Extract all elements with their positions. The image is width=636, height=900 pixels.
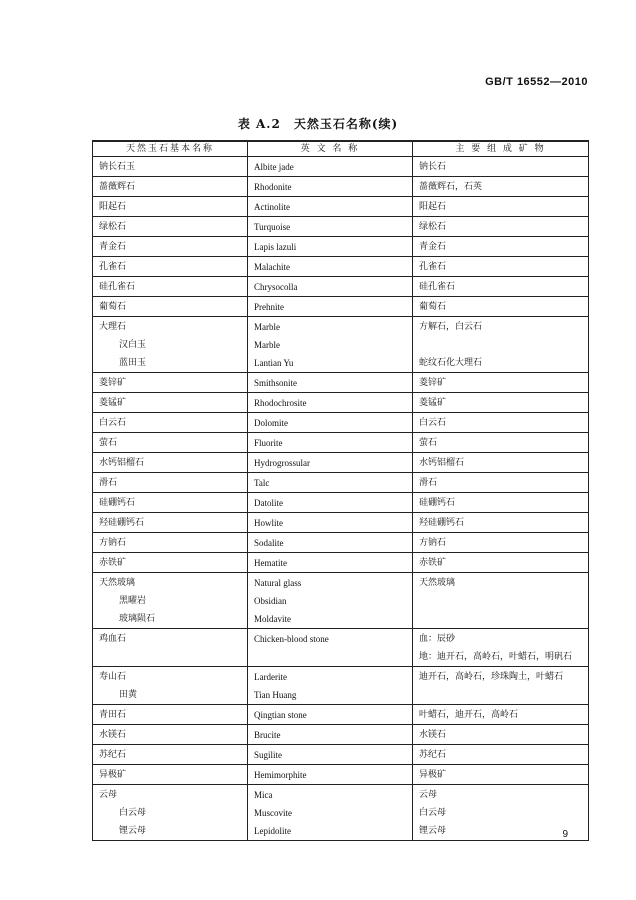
cell-chinese-name <box>93 513 248 533</box>
cell-line: Howlite <box>254 518 283 528</box>
cell-main-minerals <box>413 453 589 473</box>
cell-main-minerals <box>413 667 589 705</box>
cell-english-name <box>248 785 413 841</box>
table-row <box>93 257 589 277</box>
table-row <box>93 745 589 765</box>
cell-line: 赤铁矿 <box>419 558 447 568</box>
cell-line: 硅硼钙石 <box>419 498 456 508</box>
cell-line: Hematite <box>254 558 287 568</box>
table-header-row <box>93 141 589 157</box>
cell-line: Lapis lazuli <box>254 242 297 252</box>
cell-line: 血：辰砂 <box>419 634 456 644</box>
cell-line: Actinolite <box>254 202 290 212</box>
cell-line: 天然玻璃 <box>419 578 456 588</box>
cell-line: 方解石，白云石 <box>419 322 483 332</box>
cell-line: 方钠石 <box>419 538 447 548</box>
cell-chinese-name <box>93 453 248 473</box>
cell-english-name <box>248 413 413 433</box>
cell-line: 菱锰矿 <box>99 398 127 408</box>
cell-chinese-name <box>93 157 248 177</box>
cell-line: 滑石 <box>419 478 438 488</box>
cell-line: 方钠石 <box>99 538 127 548</box>
cell-line: 羟硅硼钙石 <box>99 518 145 528</box>
cell-main-minerals <box>413 765 589 785</box>
cell-chinese-name <box>93 493 248 513</box>
cell-english-name <box>248 725 413 745</box>
cell-line: 迪开石，高岭石，珍珠陶土，叶蜡石 <box>419 672 564 682</box>
cell-english-name <box>248 157 413 177</box>
cell-line: Sodalite <box>254 538 284 548</box>
cell-english-name <box>248 553 413 573</box>
cell-line: 白云石 <box>99 418 127 428</box>
cell-chinese-name <box>93 177 248 197</box>
cell-line: Hemimorphite <box>254 770 307 780</box>
cell-chinese-name <box>93 413 248 433</box>
table-row <box>93 705 589 725</box>
table-row <box>93 197 589 217</box>
cell-line <box>419 336 582 354</box>
cell-english-name <box>248 573 413 629</box>
cell-english-name <box>248 177 413 197</box>
cell-line: 阳起石 <box>419 202 447 212</box>
cell-line: 硅孔雀石 <box>99 282 136 292</box>
cell-chinese-name <box>93 373 248 393</box>
table-row <box>93 765 589 785</box>
cell-line: Marble <box>254 340 280 350</box>
cell-line: 苏纪石 <box>99 750 127 760</box>
cell-line: Fluorite <box>254 438 283 448</box>
cell-english-name <box>248 765 413 785</box>
cell-line: 水钙铝榴石 <box>99 458 145 468</box>
cell-line: Natural glass <box>254 578 302 588</box>
cell-english-name <box>248 745 413 765</box>
cell-english-name <box>248 197 413 217</box>
cell-main-minerals <box>413 745 589 765</box>
cell-chinese-name <box>93 433 248 453</box>
cell-line: 玻璃陨石 <box>119 614 156 624</box>
cell-line: 青田石 <box>99 710 127 720</box>
cell-line: 菱锰矿 <box>419 398 447 408</box>
cell-main-minerals <box>413 533 589 553</box>
cell-main-minerals <box>413 433 589 453</box>
cell-line: 寿山石 <box>99 672 127 682</box>
cell-line: Lepidolite <box>254 826 291 836</box>
cell-chinese-name <box>93 473 248 493</box>
cell-line: 孔雀石 <box>419 262 447 272</box>
cell-line: 水镁石 <box>99 730 127 740</box>
table-row <box>93 177 589 197</box>
cell-main-minerals <box>413 277 589 297</box>
cell-english-name <box>248 473 413 493</box>
cell-main-minerals <box>413 725 589 745</box>
cell-line: 鸡血石 <box>99 634 127 644</box>
column-header-chinese-name: 天然玉石基本名称 <box>93 141 248 157</box>
table-row <box>93 317 589 373</box>
cell-english-name <box>248 297 413 317</box>
cell-line: 蛇纹石化大理石 <box>419 358 483 368</box>
cell-line: 硅孔雀石 <box>419 282 456 292</box>
cell-line: 钠长石 <box>419 162 447 172</box>
cell-main-minerals <box>413 297 589 317</box>
cell-english-name <box>248 433 413 453</box>
standard-code: GB/T 16552—2010 <box>485 76 588 88</box>
table-row <box>93 513 589 533</box>
cell-chinese-name <box>93 197 248 217</box>
cell-english-name <box>248 533 413 553</box>
cell-line: 苏纪石 <box>419 750 447 760</box>
cell-line: 羟硅硼钙石 <box>419 518 465 528</box>
cell-line: 叶蜡石，迪开石，高岭石 <box>419 710 519 720</box>
cell-main-minerals <box>413 513 589 533</box>
cell-line <box>419 686 582 704</box>
cell-line: Albite jade <box>254 162 294 172</box>
cell-line: Prehnite <box>254 302 284 312</box>
table-row <box>93 573 589 629</box>
table-title: 表 A.2 天然玉石名称(续) <box>237 117 399 131</box>
table-row <box>93 393 589 413</box>
cell-line: Mica <box>254 790 273 800</box>
table-row <box>93 667 589 705</box>
jade-names-table <box>92 140 589 841</box>
cell-line: 青金石 <box>419 242 447 252</box>
cell-line: 滑石 <box>99 478 118 488</box>
cell-line: 云母 <box>99 790 118 800</box>
cell-english-name <box>248 237 413 257</box>
cell-chinese-name <box>93 629 248 667</box>
cell-chinese-name <box>93 765 248 785</box>
cell-main-minerals <box>413 393 589 413</box>
table-body <box>93 157 589 841</box>
cell-main-minerals <box>413 553 589 573</box>
cell-main-minerals <box>413 705 589 725</box>
cell-line: 锂云母 <box>119 826 147 836</box>
cell-line: 黑曜岩 <box>119 596 147 606</box>
cell-chinese-name <box>93 725 248 745</box>
cell-english-name <box>248 513 413 533</box>
cell-main-minerals <box>413 237 589 257</box>
cell-main-minerals <box>413 473 589 493</box>
cell-main-minerals <box>413 413 589 433</box>
cell-line: Qingtian stone <box>254 710 307 720</box>
cell-line: Rhodochrosite <box>254 398 307 408</box>
cell-line: 锂云母 <box>419 826 447 836</box>
cell-line: Brucite <box>254 730 281 740</box>
cell-line: Marble <box>254 322 280 332</box>
table-row <box>93 553 589 573</box>
table-row <box>93 413 589 433</box>
cell-line: Rhodonite <box>254 182 292 192</box>
cell-line: 硅硼钙石 <box>99 498 136 508</box>
cell-line: 萤石 <box>419 438 438 448</box>
table-row <box>93 453 589 473</box>
cell-line: 水镁石 <box>419 730 447 740</box>
cell-line: 水钙铝榴石 <box>419 458 465 468</box>
cell-line: 天然玻璃 <box>99 578 136 588</box>
cell-english-name <box>248 629 413 667</box>
cell-line: Tian Huang <box>254 690 297 700</box>
cell-line: 蔷薇辉石，石英 <box>419 182 483 192</box>
cell-line: 云母 <box>419 790 438 800</box>
cell-english-name <box>248 393 413 413</box>
cell-line: 绿松石 <box>99 222 127 232</box>
cell-chinese-name <box>93 533 248 553</box>
cell-main-minerals <box>413 493 589 513</box>
cell-chinese-name <box>93 237 248 257</box>
cell-english-name <box>248 277 413 297</box>
cell-line: Sugilite <box>254 750 283 760</box>
cell-chinese-name <box>93 573 248 629</box>
cell-line: 孔雀石 <box>99 262 127 272</box>
cell-line: 异极矿 <box>99 770 127 780</box>
cell-line: 阳起石 <box>99 202 127 212</box>
cell-line: Lantian Yu <box>254 358 294 368</box>
cell-line: 白云母 <box>119 808 147 818</box>
cell-english-name <box>248 453 413 473</box>
cell-english-name <box>248 257 413 277</box>
cell-line: 大理石 <box>99 322 127 332</box>
page-number: 9 <box>562 829 568 840</box>
cell-chinese-name <box>93 317 248 373</box>
cell-main-minerals <box>413 373 589 393</box>
table-row <box>93 237 589 257</box>
table-row <box>93 433 589 453</box>
cell-main-minerals <box>413 573 589 629</box>
table-row <box>93 157 589 177</box>
column-header-main-minerals: 主 要 组 成 矿 物 <box>413 141 589 157</box>
cell-main-minerals <box>413 257 589 277</box>
table-row <box>93 217 589 237</box>
cell-line: 葡萄石 <box>99 302 127 312</box>
cell-english-name <box>248 705 413 725</box>
cell-line: Obsidian <box>254 596 287 606</box>
cell-line: Datolite <box>254 498 283 508</box>
cell-main-minerals <box>413 157 589 177</box>
cell-english-name <box>248 317 413 373</box>
cell-main-minerals <box>413 197 589 217</box>
table-row <box>93 297 589 317</box>
cell-english-name <box>248 667 413 705</box>
cell-line: 萤石 <box>99 438 118 448</box>
cell-line: Muscovite <box>254 808 292 818</box>
cell-line: Dolomite <box>254 418 288 428</box>
cell-main-minerals <box>413 629 589 667</box>
column-header-english-name: 英 文 名 称 <box>248 141 413 157</box>
cell-line: Smithsonite <box>254 378 298 388</box>
cell-line: 赤铁矿 <box>99 558 127 568</box>
table-row <box>93 277 589 297</box>
cell-chinese-name <box>93 705 248 725</box>
cell-line: Chrysocolla <box>254 282 298 292</box>
cell-line <box>419 610 582 628</box>
cell-line: Chicken-blood stone <box>254 634 329 644</box>
cell-chinese-name <box>93 745 248 765</box>
cell-main-minerals <box>413 317 589 373</box>
cell-line: 葡萄石 <box>419 302 447 312</box>
cell-line: Turquoise <box>254 222 291 232</box>
cell-chinese-name <box>93 553 248 573</box>
cell-line: 田黄 <box>119 690 138 700</box>
table-row <box>93 373 589 393</box>
cell-line <box>419 592 582 610</box>
cell-chinese-name <box>93 217 248 237</box>
cell-line: 蔷薇辉石 <box>99 182 136 192</box>
cell-english-name <box>248 217 413 237</box>
cell-line: Moldavite <box>254 614 291 624</box>
cell-line: 异极矿 <box>419 770 447 780</box>
table-row <box>93 629 589 667</box>
cell-line: 汉白玉 <box>119 340 147 350</box>
cell-line: 蓝田玉 <box>119 358 147 368</box>
cell-line: 菱锌矿 <box>419 378 447 388</box>
cell-line: 绿松石 <box>419 222 447 232</box>
cell-line: 地：迪开石，高岭石，叶蜡石，明矾石 <box>419 652 573 662</box>
table-row <box>93 725 589 745</box>
cell-chinese-name <box>93 297 248 317</box>
cell-main-minerals <box>413 177 589 197</box>
cell-line: Talc <box>254 478 270 488</box>
table-row <box>93 493 589 513</box>
cell-main-minerals <box>413 217 589 237</box>
cell-line: Larderite <box>254 672 287 682</box>
cell-line: 白云石 <box>419 418 447 428</box>
cell-chinese-name <box>93 393 248 413</box>
cell-line: 青金石 <box>99 242 127 252</box>
cell-line: 白云母 <box>419 808 447 818</box>
cell-line: Malachite <box>254 262 290 272</box>
cell-chinese-name <box>93 667 248 705</box>
cell-line: 菱锌矿 <box>99 378 127 388</box>
table-row <box>93 533 589 553</box>
table-row <box>93 473 589 493</box>
cell-line: Hydrogrossular <box>254 458 310 468</box>
cell-english-name <box>248 493 413 513</box>
cell-line: 钠长石玉 <box>99 162 136 172</box>
cell-english-name <box>248 373 413 393</box>
cell-chinese-name <box>93 785 248 841</box>
cell-chinese-name <box>93 277 248 297</box>
table-row <box>93 785 589 841</box>
cell-chinese-name <box>93 257 248 277</box>
